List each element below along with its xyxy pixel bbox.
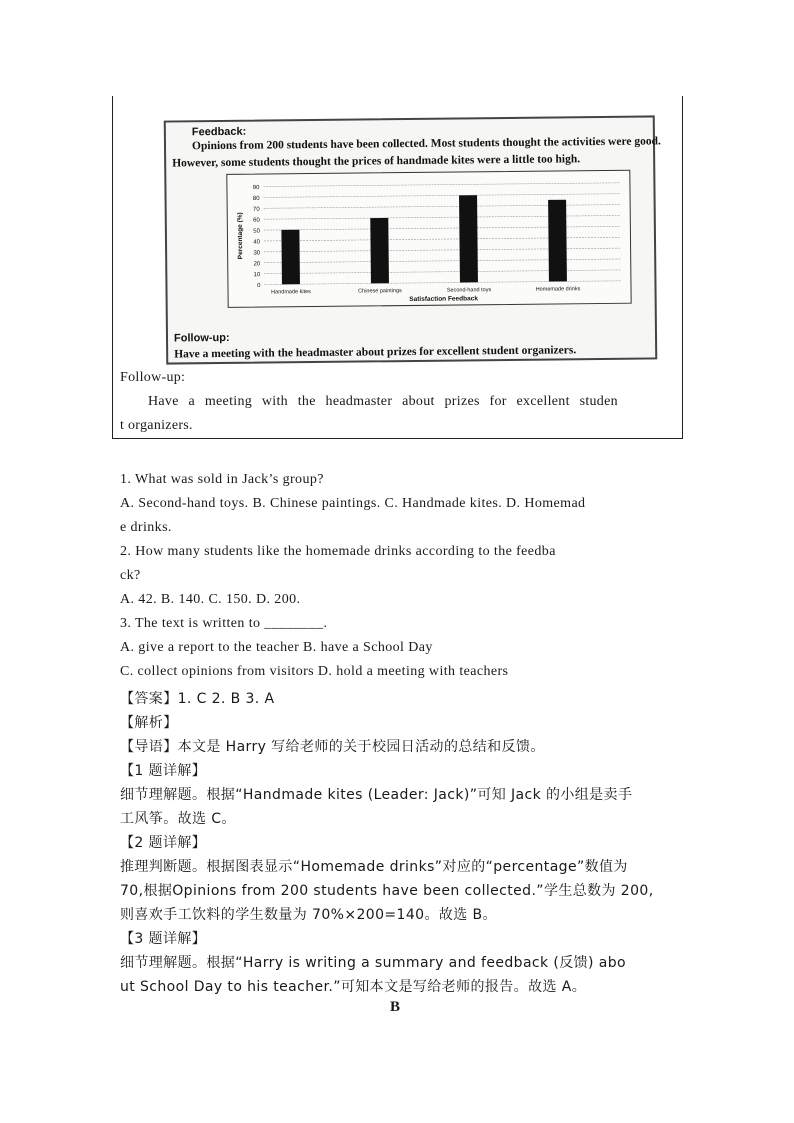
question-1: 1. What was sold in Jack’s group? xyxy=(120,472,324,487)
y-tick-label: 30 xyxy=(253,250,261,257)
gridline xyxy=(264,270,620,274)
chart-svg xyxy=(227,171,630,307)
detail-1-line-2: 工风筝。故选 C。 xyxy=(120,811,236,827)
detail-3-line-1: 细节理解题。根据“Harry is writing a summary and feedback (反馈) abo xyxy=(120,955,626,971)
followup-label-figure: Follow-up: xyxy=(173,331,230,345)
question-2-options: A. 42. B. 140. C. 150. D. 200. xyxy=(120,592,301,607)
x-tick-label: Homemade drinks xyxy=(535,286,581,293)
x-tick-label: Chinese paintings xyxy=(358,288,402,295)
cell-followup-line2: t organizers. xyxy=(120,418,193,433)
detail-1-line-1: 细节理解题。根据“Handmade kites (Leader: Jack)”可知 Jack 的小组是卖手 xyxy=(120,787,633,803)
y-tick-label: 20 xyxy=(253,261,261,268)
followup-text-figure: Have a meeting with the headmaster about prizes for excellent student organizers. xyxy=(174,344,577,361)
cell-followup-label: Follow-up: xyxy=(120,370,186,385)
gridline xyxy=(264,281,620,285)
y-tick-label: 50 xyxy=(253,228,260,235)
gridline xyxy=(263,183,619,187)
detail-2-label: 【2 题详解】 xyxy=(120,835,207,851)
y-tick-label: 80 xyxy=(252,195,260,203)
y-axis-label: Percentage (%) xyxy=(236,212,245,260)
intro-line: 【导语】本文是 Harry 写给老师的关于校园日活动的总结和反馈。 xyxy=(120,739,545,755)
gridline xyxy=(264,194,620,198)
scanned-figure xyxy=(164,115,661,364)
bar xyxy=(370,218,389,284)
bar xyxy=(281,230,300,285)
feedback-label: Feedback: xyxy=(191,125,247,139)
question-1-options-2: e drinks. xyxy=(120,520,172,535)
question-3-options-1: A. give a report to the teacher B. have a School Day xyxy=(120,640,433,655)
detail-2-line-1: 推理判断题。根据图表显示“Homemade drinks”对应的“percentage”数值为 xyxy=(120,859,628,875)
question-3: 3. The text is written to ________. xyxy=(120,616,328,631)
gridline xyxy=(264,248,620,252)
analysis-label: 【解析】 xyxy=(120,715,178,731)
gridline xyxy=(264,226,620,230)
detail-1-label: 【1 题详解】 xyxy=(120,763,207,779)
gridline xyxy=(264,215,620,219)
question-3-options-2: C. collect opinions from visitors D. hold a meeting with teachers xyxy=(120,664,509,679)
gridline xyxy=(264,237,620,241)
detail-2-line-2: 70,根据Opinions from 200 students have been collected.”学生总数为 200, xyxy=(120,883,654,899)
y-tick-label: 0 xyxy=(257,283,261,290)
bar xyxy=(548,200,567,282)
gridline xyxy=(264,205,620,209)
answer-line: 【答案】1. C 2. B 3. A xyxy=(120,691,275,707)
question-1-options-1: A. Second-hand toys. B. Chinese paintings. C. Handmade kites. D. Homemad xyxy=(120,496,586,511)
gridline xyxy=(264,259,620,263)
y-tick-label: 40 xyxy=(253,239,261,246)
question-2-line-2: ck? xyxy=(120,568,141,583)
x-tick-label: Handmade kites xyxy=(271,289,311,296)
feedback-line-1: Opinions from 200 students have been collected. Most students thought the activities were good. xyxy=(191,135,661,153)
y-tick-label: 90 xyxy=(252,185,260,192)
feedback-line-2: However, some students thought the prices of handmade kites were a little too high. xyxy=(172,153,581,170)
section-b-heading: B xyxy=(390,999,401,1015)
question-2-line-1: 2. How many students like the homemade drinks according to the feedba xyxy=(120,544,556,559)
cell-followup-line1: Have a meeting with the headmaster about prizes for excellent studen xyxy=(148,394,618,409)
x-axis-label: Satisfaction Feedback xyxy=(409,295,478,304)
detail-2-line-3: 则喜欢手工饮料的学生数量为 70%×200=140。故选 B。 xyxy=(120,907,497,923)
y-tick-label: 60 xyxy=(253,217,260,224)
detail-3-label: 【3 题详解】 xyxy=(120,931,207,947)
x-tick-label: Second-hand toys xyxy=(446,287,492,294)
y-tick-label: 70 xyxy=(252,206,260,213)
bar xyxy=(459,195,478,282)
bar-chart xyxy=(226,170,631,308)
y-tick-label: 10 xyxy=(253,272,261,279)
detail-3-line-2: ut School Day to his teacher.”可知本文是写给老师的报告。故选 A。 xyxy=(120,979,587,995)
